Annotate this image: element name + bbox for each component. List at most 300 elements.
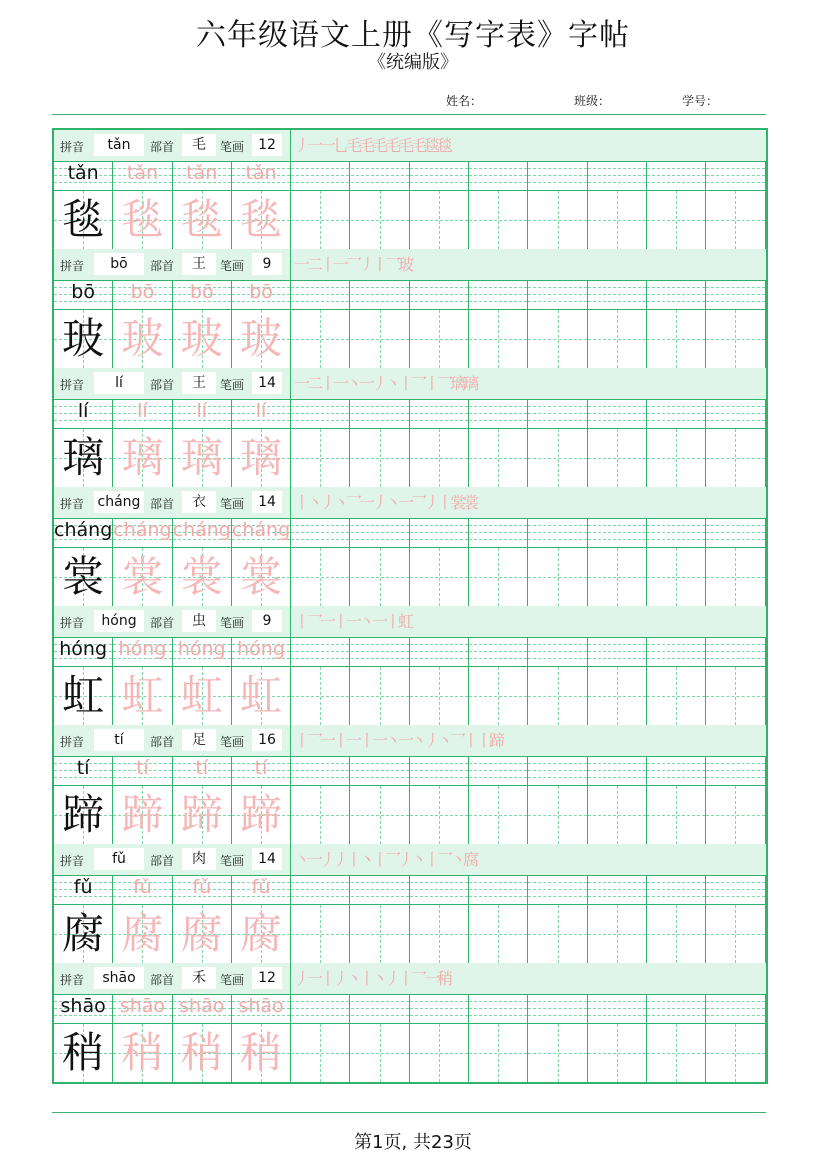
tianzige-cell[interactable] [351, 667, 410, 725]
pinyin-value: hóng [94, 610, 144, 632]
tianzige-cell[interactable] [528, 667, 587, 725]
strokes-label: 笔画 [220, 140, 245, 154]
tianzige-cell [54, 905, 113, 963]
tianzige-cell[interactable] [588, 786, 647, 844]
char-block [54, 606, 766, 725]
tianzige-cell[interactable] [528, 191, 587, 249]
pinyin-row [54, 280, 766, 310]
pinyin-cell[interactable] [588, 280, 647, 309]
pinyin-cell[interactable] [588, 637, 647, 666]
pinyin-cell[interactable] [706, 399, 765, 428]
character-text: 虹 [62, 671, 105, 720]
tianzige-cell [54, 191, 113, 249]
pinyin-cell [54, 994, 113, 1023]
tianzige-cell[interactable] [351, 1024, 410, 1082]
pinyin-cell [113, 161, 172, 190]
pinyin-cell [173, 518, 232, 547]
pinyin-cell[interactable] [291, 161, 350, 190]
char-meta [54, 130, 291, 161]
char-meta [54, 844, 291, 875]
pinyin-text: cháng [54, 519, 113, 541]
tianzige-cell [232, 667, 291, 725]
char-block [54, 487, 766, 606]
pinyin-cell[interactable] [647, 994, 706, 1023]
tianzige-cell[interactable] [706, 667, 765, 725]
tianzige-cell[interactable] [647, 1024, 706, 1082]
tianzige-cell[interactable] [647, 310, 706, 368]
strokes-value: 14 [252, 848, 282, 870]
pinyin-value: fǔ [94, 848, 144, 870]
tianzige-cell[interactable] [647, 191, 706, 249]
tianzige-cell[interactable] [410, 905, 469, 963]
stroke-order [294, 847, 476, 870]
radical-value: 虫 [182, 610, 216, 632]
stroke-order-sequence: 丨乛一丨一丶一丨虹 [294, 612, 412, 631]
tianzige-cell[interactable] [469, 310, 528, 368]
stroke-order-sequence: 丶一丿丿丨丶丨乛丿丶丨乛丶腐 [294, 850, 477, 869]
pinyin-value: cháng [94, 491, 144, 513]
pinyin-cell[interactable] [588, 875, 647, 904]
tianzige-cell[interactable] [291, 786, 350, 844]
radical-label: 部首 [150, 259, 175, 273]
stroke-order-sequence: 丿一丨丿丶丨丶丿丨乛一稍 [294, 969, 451, 988]
pinyin-cell [113, 399, 172, 428]
tianzige-cell[interactable] [647, 905, 706, 963]
tianzige-cell[interactable] [706, 548, 765, 606]
pinyin-value: bō [94, 253, 144, 275]
pinyin-cell[interactable] [291, 875, 350, 904]
pinyin-cell [173, 875, 232, 904]
pinyin-cell[interactable] [291, 994, 350, 1023]
pinyin-cell [173, 756, 232, 785]
character-text: 玻 [62, 314, 105, 363]
pinyin-cell[interactable] [647, 161, 706, 190]
tianzige-cell[interactable] [588, 667, 647, 725]
tianzige-cell[interactable] [469, 548, 528, 606]
pinyin-cell[interactable] [469, 994, 528, 1023]
tianzige-cell [232, 786, 291, 844]
strokes-label: 笔画 [220, 378, 245, 392]
pinyin-text: fǔ [251, 876, 271, 898]
pinyin-value: tǎn [94, 134, 144, 156]
tianzige-cell [54, 1024, 113, 1082]
tianzige-cell[interactable] [351, 905, 410, 963]
pinyin-label: 拼音 [60, 973, 85, 987]
pinyin-cell[interactable] [410, 399, 469, 428]
pinyin-text: fǔ [73, 876, 93, 898]
tianzige-cell [113, 191, 172, 249]
tianzige-cell[interactable] [351, 191, 410, 249]
char-header [54, 725, 766, 757]
pinyin-label: 拼音 [60, 378, 85, 392]
pinyin-cell[interactable] [647, 280, 706, 309]
radical-label: 部首 [150, 973, 175, 987]
char-meta [54, 606, 291, 637]
tianzige-cell[interactable] [647, 786, 706, 844]
pinyin-cell[interactable] [706, 280, 765, 309]
pinyin-cell[interactable] [588, 399, 647, 428]
strokes-label: 笔画 [220, 735, 245, 749]
character-row [54, 429, 766, 488]
character-text: 腐 [240, 909, 283, 958]
pinyin-cell[interactable] [410, 518, 469, 547]
character-text: 玻 [121, 314, 164, 363]
tianzige-cell [113, 905, 172, 963]
radical-label: 部首 [150, 854, 175, 868]
pinyin-cell[interactable] [706, 875, 765, 904]
pinyin-cell[interactable] [469, 756, 528, 785]
pinyin-text: tí [195, 757, 209, 779]
tianzige-cell [54, 310, 113, 368]
pinyin-cell[interactable] [469, 399, 528, 428]
pinyin-cell [54, 875, 113, 904]
character-text: 腐 [62, 909, 105, 958]
pinyin-cell[interactable] [291, 518, 350, 547]
pinyin-text: bō [189, 281, 214, 303]
tianzige-cell [173, 310, 232, 368]
pinyin-cell[interactable] [706, 756, 765, 785]
pinyin-cell[interactable] [528, 756, 587, 785]
pinyin-cell[interactable] [528, 399, 587, 428]
pinyin-cell [232, 875, 291, 904]
pinyin-row [54, 399, 766, 429]
stroke-order [294, 728, 502, 751]
tianzige-cell[interactable] [351, 548, 410, 606]
pinyin-text: tí [254, 757, 268, 779]
char-header [54, 487, 766, 519]
character-text: 裳 [62, 552, 105, 601]
char-header [54, 844, 766, 876]
tianzige-cell[interactable] [469, 905, 528, 963]
tianzige-cell [113, 429, 172, 487]
character-text: 虹 [121, 671, 164, 720]
char-meta [54, 963, 291, 994]
char-meta [54, 368, 291, 399]
pinyin-cell [54, 399, 113, 428]
pinyin-cell[interactable] [647, 875, 706, 904]
tianzige-cell[interactable] [706, 310, 765, 368]
pinyin-text: shāo [179, 995, 225, 1017]
pinyin-value: shāo [94, 967, 144, 989]
tianzige-cell[interactable] [588, 548, 647, 606]
pinyin-cell[interactable] [528, 518, 587, 547]
tianzige-cell[interactable] [291, 191, 350, 249]
pinyin-text: tǎn [245, 162, 277, 184]
pinyin-cell[interactable] [351, 756, 410, 785]
character-text: 腐 [121, 909, 164, 958]
tianzige-cell[interactable] [291, 429, 350, 487]
radical-value: 足 [182, 729, 216, 751]
pinyin-cell[interactable] [706, 994, 765, 1023]
strokes-value: 14 [252, 491, 282, 513]
strokes-value: 9 [252, 253, 282, 275]
tianzige-cell [113, 667, 172, 725]
char-block [54, 844, 766, 963]
pinyin-cell[interactable] [647, 518, 706, 547]
tianzige-cell [54, 667, 113, 725]
pinyin-cell[interactable] [588, 994, 647, 1023]
practice-sheet [52, 128, 768, 1084]
pinyin-cell [173, 399, 232, 428]
pinyin-text: fǔ [133, 876, 152, 898]
tianzige-cell [54, 429, 113, 487]
pinyin-cell [113, 280, 172, 309]
tianzige-cell[interactable] [410, 786, 469, 844]
pinyin-cell[interactable] [528, 994, 587, 1023]
tianzige-cell [113, 310, 172, 368]
pinyin-text: lí [77, 400, 89, 422]
class-label: 班级： [574, 94, 611, 108]
pinyin-text: tǎn [67, 162, 99, 184]
pinyin-cell [232, 637, 291, 666]
tianzige-cell[interactable] [647, 548, 706, 606]
char-header [54, 249, 766, 281]
character-row [54, 548, 766, 607]
tianzige-cell[interactable] [410, 1024, 469, 1082]
pinyin-cell [173, 994, 232, 1023]
character-text: 稍 [121, 1028, 164, 1077]
pinyin-text: bō [71, 281, 95, 303]
tianzige-cell[interactable] [528, 429, 587, 487]
pinyin-cell[interactable] [410, 637, 469, 666]
pinyin-row [54, 637, 766, 667]
pinyin-row [54, 994, 766, 1024]
tianzige-cell[interactable] [469, 429, 528, 487]
tianzige-cell[interactable] [469, 191, 528, 249]
pinyin-cell[interactable] [351, 399, 410, 428]
pinyin-cell[interactable] [291, 637, 350, 666]
pinyin-cell[interactable] [410, 994, 469, 1023]
pinyin-cell [232, 994, 291, 1023]
tianzige-cell [173, 786, 232, 844]
pinyin-label: 拼音 [60, 616, 85, 630]
radical-value: 衣 [182, 491, 216, 513]
character-text: 璃 [180, 433, 223, 482]
tianzige-cell[interactable] [469, 1024, 528, 1082]
strokes-label: 笔画 [220, 973, 245, 987]
pinyin-cell[interactable] [528, 280, 587, 309]
tianzige-cell[interactable] [647, 429, 706, 487]
pinyin-cell [232, 161, 291, 190]
char-block [54, 249, 766, 368]
pinyin-cell[interactable] [469, 161, 528, 190]
strokes-label: 笔画 [220, 616, 245, 630]
pinyin-cell [113, 875, 172, 904]
pinyin-cell[interactable] [647, 637, 706, 666]
pinyin-text: lí [196, 400, 208, 422]
char-header [54, 963, 766, 995]
stroke-order-sequence: 一二丨一乛丿丨乛玻 [294, 255, 412, 274]
pinyin-cell[interactable] [469, 518, 528, 547]
pinyin-cell[interactable] [351, 518, 410, 547]
pinyin-text: tǎn [126, 162, 159, 184]
tianzige-cell[interactable] [351, 786, 410, 844]
pinyin-cell[interactable] [469, 875, 528, 904]
tianzige-cell[interactable] [706, 1024, 765, 1082]
stroke-order-sequence: 丿一一乚毛毛毛毛毛毛毯毯 [294, 136, 451, 155]
character-text: 腐 [180, 909, 223, 958]
tianzige-cell[interactable] [588, 191, 647, 249]
pinyin-text: tǎn [186, 162, 218, 184]
stroke-order [294, 490, 476, 513]
pinyin-cell[interactable] [351, 875, 410, 904]
radical-value: 禾 [182, 967, 216, 989]
pinyin-cell[interactable] [588, 161, 647, 190]
pinyin-row [54, 875, 766, 905]
pinyin-cell[interactable] [291, 399, 350, 428]
tianzige-cell[interactable] [528, 786, 587, 844]
pinyin-cell[interactable] [410, 875, 469, 904]
tianzige-cell[interactable] [351, 310, 410, 368]
character-text: 毯 [240, 195, 283, 244]
pinyin-cell[interactable] [588, 518, 647, 547]
tianzige-cell[interactable] [291, 667, 350, 725]
tianzige-cell[interactable] [291, 1024, 350, 1082]
pinyin-text: bō [130, 281, 155, 303]
pinyin-cell[interactable] [351, 994, 410, 1023]
name-label: 姓名： [446, 94, 483, 108]
radical-label: 部首 [150, 140, 175, 154]
tianzige-cell[interactable] [291, 310, 350, 368]
pinyin-row [54, 161, 766, 191]
tianzige-cell[interactable] [588, 905, 647, 963]
radical-value: 毛 [182, 134, 216, 156]
tianzige-cell[interactable] [528, 1024, 587, 1082]
tianzige-cell[interactable] [528, 905, 587, 963]
pinyin-cell[interactable] [410, 756, 469, 785]
tianzige-cell[interactable] [469, 786, 528, 844]
strokes-label: 笔画 [220, 259, 245, 273]
pinyin-cell[interactable] [528, 161, 587, 190]
pinyin-cell[interactable] [706, 518, 765, 547]
tianzige-cell[interactable] [706, 905, 765, 963]
character-text: 璃 [240, 433, 283, 482]
pinyin-text: shāo [119, 995, 166, 1017]
tianzige-cell [54, 548, 113, 606]
tianzige-cell [232, 1024, 291, 1082]
character-row [54, 191, 766, 250]
pinyin-cell[interactable] [706, 637, 765, 666]
page-title: 六年级语文上册《写字表》字帖 [196, 18, 630, 53]
character-text: 蹄 [180, 790, 223, 839]
tianzige-cell [232, 191, 291, 249]
stroke-order-sequence: 丨丶丿丶乛一丿丶一乛丿丨裳裳 [294, 493, 477, 512]
pinyin-cell[interactable] [351, 161, 410, 190]
tianzige-cell[interactable] [588, 1024, 647, 1082]
character-text: 裳 [121, 552, 164, 601]
pinyin-text: lí [137, 400, 148, 422]
pinyin-cell[interactable] [528, 637, 587, 666]
stroke-order [294, 966, 450, 989]
radical-value: 王 [182, 372, 216, 394]
pinyin-cell[interactable] [291, 280, 350, 309]
radical-label: 部首 [150, 735, 175, 749]
tianzige-cell [173, 548, 232, 606]
pinyin-cell [54, 756, 113, 785]
strokes-label: 笔画 [220, 497, 245, 511]
pinyin-cell [113, 518, 172, 547]
character-text: 玻 [240, 314, 283, 363]
tianzige-cell[interactable] [588, 429, 647, 487]
character-text: 毯 [180, 195, 223, 244]
pinyin-cell [54, 637, 113, 666]
character-text: 虹 [240, 671, 283, 720]
stroke-order [294, 252, 411, 275]
tianzige-cell[interactable] [351, 429, 410, 487]
pinyin-cell [113, 637, 172, 666]
pinyin-cell[interactable] [351, 280, 410, 309]
tianzige-cell [173, 429, 232, 487]
tianzige-cell[interactable] [706, 191, 765, 249]
pinyin-row [54, 756, 766, 786]
tianzige-cell[interactable] [647, 667, 706, 725]
pinyin-cell [173, 637, 232, 666]
tianzige-cell[interactable] [410, 191, 469, 249]
pinyin-cell[interactable] [588, 756, 647, 785]
stroke-order-sequence: 一二丨一丶一丿丶丨乛丨乛璃璃 [294, 374, 477, 393]
tianzige-cell [232, 905, 291, 963]
page-footer: 第1页, 共23页 [354, 1132, 472, 1153]
char-header [54, 368, 766, 400]
top-divider [52, 114, 766, 115]
character-row [54, 310, 766, 369]
tianzige-cell[interactable] [291, 548, 350, 606]
character-text: 裳 [240, 552, 283, 601]
tianzige-cell[interactable] [706, 786, 765, 844]
pinyin-cell[interactable] [647, 399, 706, 428]
pinyin-cell[interactable] [706, 161, 765, 190]
pinyin-text: shāo [60, 995, 106, 1017]
tianzige-cell[interactable] [410, 667, 469, 725]
pinyin-cell[interactable] [469, 280, 528, 309]
stroke-order [294, 133, 450, 156]
pinyin-cell[interactable] [647, 756, 706, 785]
stroke-order [294, 609, 411, 632]
radical-value: 肉 [182, 848, 216, 870]
tianzige-cell [173, 191, 232, 249]
pinyin-cell [173, 161, 232, 190]
tianzige-cell[interactable] [528, 310, 587, 368]
tianzige-cell[interactable] [410, 548, 469, 606]
tianzige-cell[interactable] [469, 667, 528, 725]
pinyin-label: 拼音 [60, 735, 85, 749]
tianzige-cell[interactable] [291, 905, 350, 963]
pinyin-cell[interactable] [291, 756, 350, 785]
pinyin-cell[interactable] [469, 637, 528, 666]
pinyin-cell[interactable] [351, 637, 410, 666]
character-text: 稍 [62, 1028, 105, 1077]
tianzige-cell[interactable] [706, 429, 765, 487]
pinyin-value: tí [94, 729, 144, 751]
tianzige-cell [173, 667, 232, 725]
strokes-value: 16 [252, 729, 282, 751]
tianzige-cell[interactable] [410, 429, 469, 487]
char-block [54, 963, 766, 1082]
pinyin-cell [173, 280, 232, 309]
pinyin-text: hóng [59, 638, 108, 660]
pinyin-cell[interactable] [410, 161, 469, 190]
tianzige-cell[interactable] [410, 310, 469, 368]
tianzige-cell[interactable] [528, 548, 587, 606]
tianzige-cell[interactable] [588, 310, 647, 368]
character-text: 毯 [62, 195, 105, 244]
pinyin-label: 拼音 [60, 854, 85, 868]
pinyin-cell [232, 756, 291, 785]
char-header [54, 130, 766, 162]
pinyin-cell[interactable] [528, 875, 587, 904]
pinyin-cell[interactable] [410, 280, 469, 309]
tianzige-cell [113, 1024, 172, 1082]
